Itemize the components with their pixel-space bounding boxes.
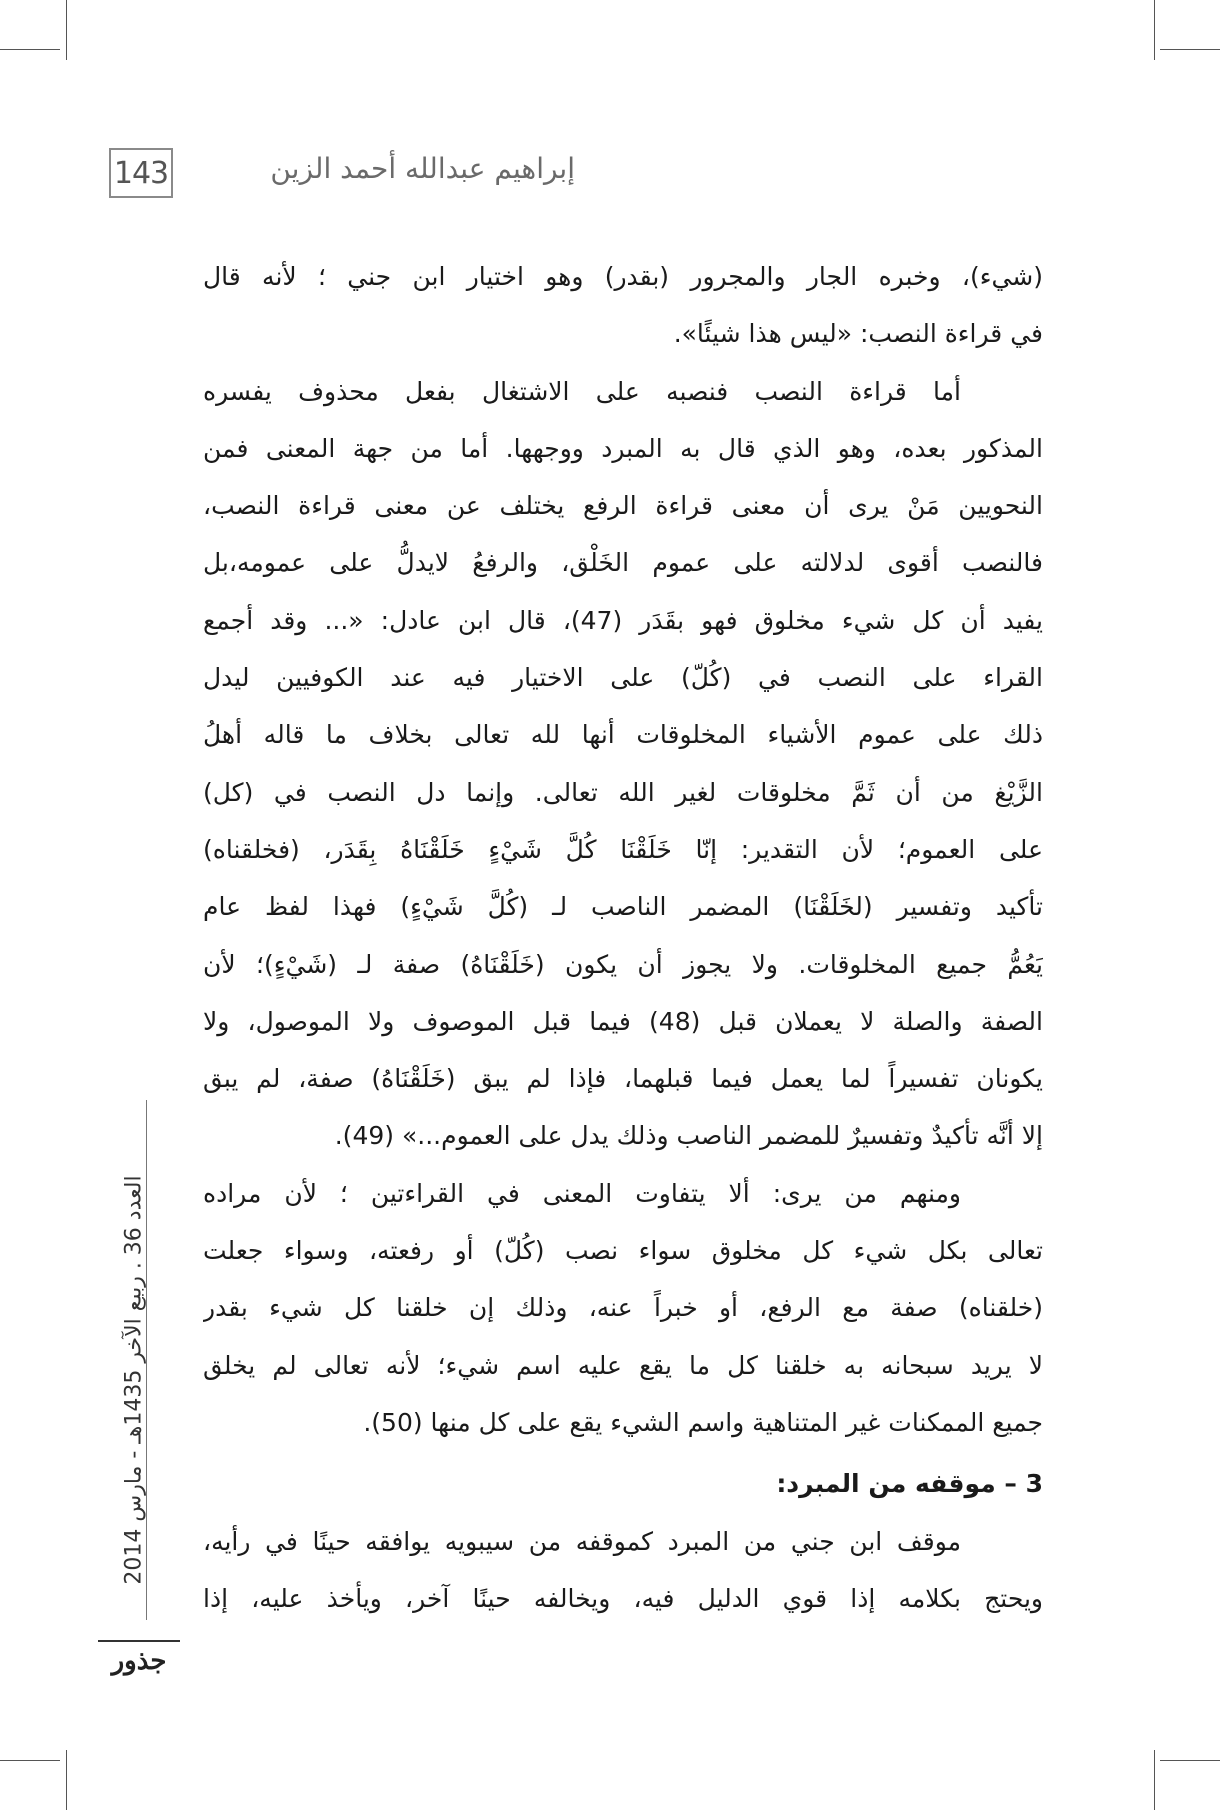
- crop-mark: [1160, 1760, 1220, 1761]
- text-line: النحويين مَنْ يرى أن معنى قراءة الرفع يختلف عن معنى قراءة النصب،: [203, 491, 1043, 521]
- crop-mark: [0, 49, 60, 50]
- crop-mark: [1154, 1750, 1155, 1810]
- page-number: 143: [109, 148, 173, 198]
- crop-mark: [1154, 0, 1155, 60]
- text-line: المذكور بعده، وهو الذي قال به المبرد ووجهها. أما من جهة المعنى فمن: [203, 433, 1043, 463]
- text-line: يفيد أن كل شيء مخلوق فهو بقَدَر (47)، قال ابن عادل: «... وقد أجمع: [203, 605, 1043, 635]
- body-text: [203, 248, 1043, 1627]
- text-line: ومنهم من يرى: ألا يتفاوت المعنى في القراءتين ؛ لأن مراده: [203, 1178, 961, 1208]
- text-line: ذلك على عموم الأشياء المخلوقات أنها لله تعالى بخلاف ما قاله أهلُ: [203, 720, 1043, 750]
- text-line: يَعُمُّ جميع المخلوقات. ولا يجوز أن يكون (خَلَقْنَاهُ) صفة لـ (شَيْءٍ)؛ لأن: [203, 949, 1043, 979]
- text-line: القراء على النصب في (كُلّ) على الاختيار فيه عند الكوفيين ليدل: [203, 663, 1043, 693]
- text-line: على العموم؛ لأن التقدير: إنّا خَلَقْنَا كُلَّ شَيْءٍ خَلَقْنَاهُ بِقَدَر، (فخلقناه): [203, 834, 1043, 864]
- text-line: (خلقناه) صفة مع الرفع، أو خبراً عنه، وذلك إن خلقنا كل شيء بقدر: [203, 1293, 1043, 1323]
- running-head-author: إبراهيم عبدالله أحمد الزين: [270, 152, 575, 185]
- issue-label: العدد 36 . ربيع الآخر 1435هـ - مارس 2014: [121, 1175, 147, 1585]
- text-line: فالنصب أقوى لدلالته على عموم الخَلْق، والرفعُ لايدلُّ على عمومه،بل: [203, 548, 1043, 578]
- text-line: ويحتج بكلامه إذا قوي الدليل فيه، ويخالفه حينًا آخر، ويأخذ عليه، إذا: [203, 1583, 1043, 1613]
- text-line: أما قراءة النصب فنصبه على الاشتغال بفعل محذوف يفسره: [203, 376, 961, 406]
- crop-mark: [0, 1760, 60, 1761]
- text-line: تعالى بكل شيء كل مخلوق سواء نصب (كُلّ) أو رفعته، وسواء جعلت: [203, 1236, 1043, 1266]
- text-line: الزَّيْغ من أن ثَمَّ مخلوقات لغير الله تعالى. وإنما دل النصب في (كل): [203, 777, 1043, 807]
- text-line: جميع الممكنات غير المتناهية واسم الشيء يقع على كل منها (50).: [363, 1407, 1043, 1437]
- text-line: يكونان تفسيراً لما يعمل فيما قبلهما، فإذا لم يبق (خَلَقْنَاهُ) صفة، لم يبق: [203, 1064, 1043, 1094]
- text-line: موقف ابن جني من المبرد كموقفه من سيبويه يوافقه حينًا في رأيه،: [203, 1526, 961, 1556]
- text-line: الصفة والصلة لا يعملان قبل (48) فيما قبل الموصوف ولا الموصول، ولا: [203, 1006, 1043, 1036]
- crop-mark: [1160, 49, 1220, 50]
- text-line: تأكيد وتفسير (لخَلَقْنَا) المضمر الناصب لـ (كُلَّ شَيْءٍ) فهذا لفظ عام: [203, 892, 1043, 922]
- crop-mark: [66, 1750, 67, 1810]
- text-line: (شيء)، وخبره الجار والمجرور (بقدر) وهو اختيار ابن جني ؛ لأنه قال: [203, 262, 1043, 291]
- text-line: إلا أنَّه تأكيدٌ وتفسيرٌ للمضمر الناصب وذلك يدل على العموم...» (49).: [334, 1121, 1043, 1151]
- text-line: لا يريد سبحانه به خلقنا كل ما يقع عليه اسم شيء؛ لأنه تعالى لم يخلق: [203, 1350, 1043, 1380]
- text-line: في قراءة النصب: «ليس هذا شيئًا».: [673, 319, 1043, 349]
- journal-logo: جذور: [98, 1640, 180, 1680]
- section-heading: 3 – موقفه من المبرد:: [776, 1469, 1043, 1499]
- crop-mark: [66, 0, 67, 60]
